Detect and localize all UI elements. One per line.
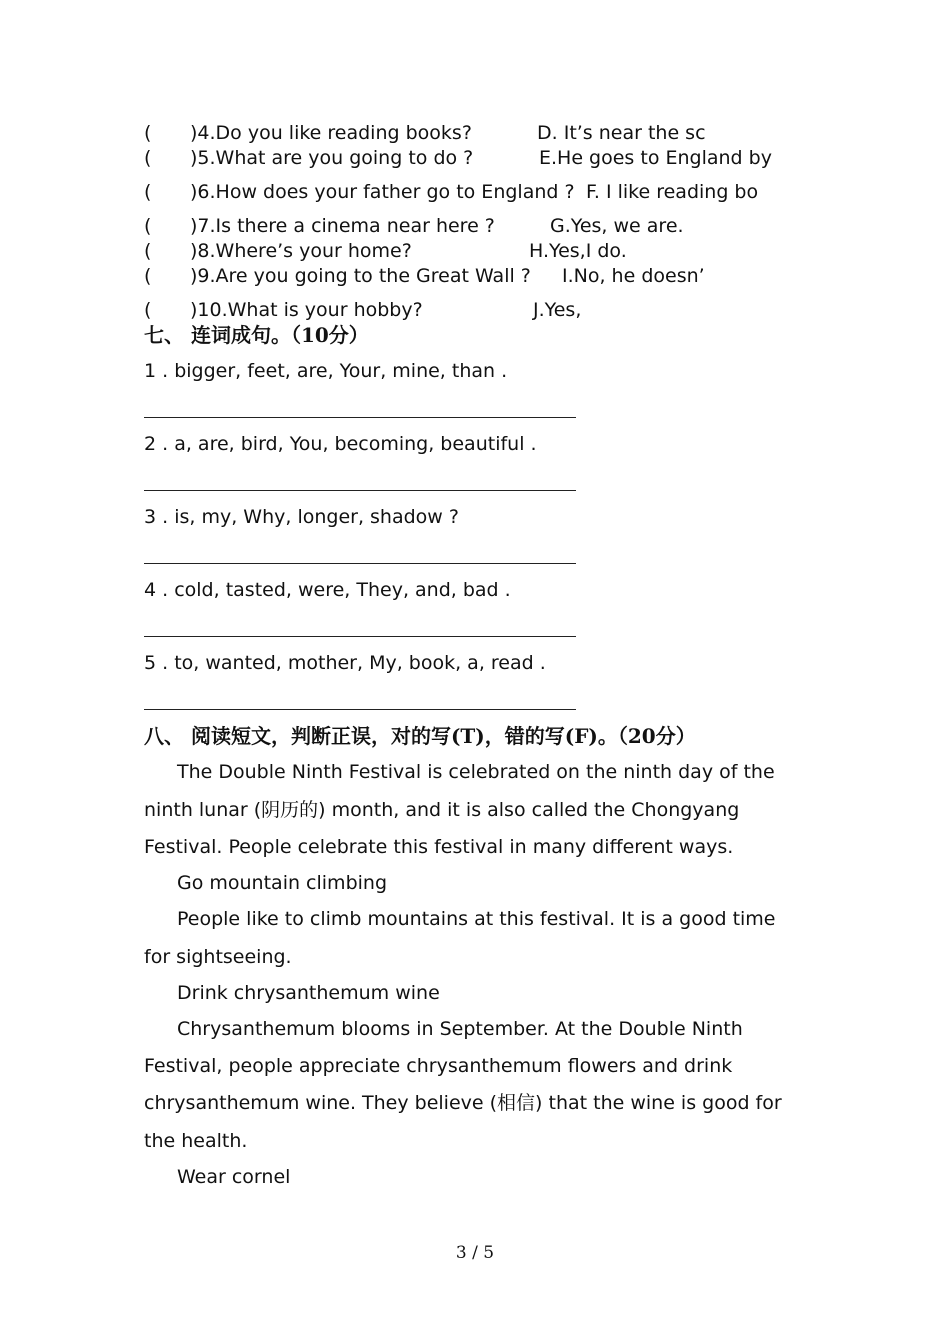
answer-blank-3[interactable] [144, 563, 576, 564]
answer-paren: ( [144, 240, 152, 262]
passage-line: for sightseeing. [144, 946, 292, 968]
scrambled-sentence-5: 5 . to, wanted, mother, My, book, a, read . [144, 652, 546, 674]
scrambled-sentence-2: 2 . a, are, bird, You, becoming, beautiful . [144, 433, 537, 455]
passage-line: the health. [144, 1130, 248, 1152]
section-7-title: 七、 连词成句。（10分） [144, 323, 369, 347]
answer-paren: ( [144, 215, 152, 237]
answer-blank-4[interactable] [144, 636, 576, 637]
answer-blank-5[interactable] [144, 709, 576, 710]
option-text: G.Yes, we are. [550, 215, 684, 237]
answer-paren: ( [144, 265, 152, 287]
page-number: 3 / 5 [455, 1243, 495, 1263]
question-text: )6.How does your father go to England ? [190, 181, 575, 203]
answer-paren: ( [144, 181, 152, 203]
passage-line: ninth lunar (阴历的) month, and it is also called the Chongyang [144, 799, 740, 821]
option-text: E.He goes to England by [539, 147, 772, 169]
answer-blank-2[interactable] [144, 490, 576, 491]
scrambled-sentence-4: 4 . cold, tasted, were, They, and, bad . [144, 579, 511, 601]
question-text: )8.Where’s your home? [190, 240, 412, 262]
option-text: H.Yes,I do. [529, 240, 627, 262]
passage-subheading: Wear cornel [177, 1166, 291, 1188]
option-text: D. It’s near the sc [537, 122, 706, 144]
question-text: )7.Is there a cinema near here ? [190, 215, 495, 237]
passage-line: Festival, people appreciate chrysanthemum flowers and drink [144, 1055, 733, 1077]
passage-line: chrysanthemum wine. They believe (相信) that the wine is good for [144, 1092, 782, 1114]
passage-subheading: Drink chrysanthemum wine [177, 982, 440, 1004]
question-text: )10.What is your hobby? [190, 299, 423, 321]
option-text: J.Yes, [533, 299, 582, 321]
question-text: )4.Do you like reading books? [190, 122, 472, 144]
question-text: )5.What are you going to do ? [190, 147, 474, 169]
answer-paren: ( [144, 147, 152, 169]
answer-blank-1[interactable] [144, 417, 576, 418]
passage-line: Chrysanthemum blooms in September. At the Double Ninth [177, 1018, 743, 1040]
scrambled-sentence-3: 3 . is, my, Why, longer, shadow ? [144, 506, 459, 528]
answer-paren: ( [144, 299, 152, 321]
option-text: F. I like reading bo [586, 181, 759, 203]
question-text: )9.Are you going to the Great Wall ? [190, 265, 531, 287]
answer-paren: ( [144, 122, 152, 144]
passage-line: Festival. People celebrate this festival in many different ways. [144, 836, 734, 858]
passage-line: The Double Ninth Festival is celebrated on the ninth day of the [177, 761, 775, 783]
passage-line: People like to climb mountains at this festival. It is a good time [177, 908, 776, 930]
section-8-title: 八、 阅读短文，判断正误，对的写(T)，错的写(F)。（20分） [144, 724, 696, 748]
scrambled-sentence-1: 1 . bigger, feet, are, Your, mine, than . [144, 360, 508, 382]
passage-subheading: Go mountain climbing [177, 872, 388, 894]
option-text: I.No, he doesn’ [562, 265, 705, 287]
